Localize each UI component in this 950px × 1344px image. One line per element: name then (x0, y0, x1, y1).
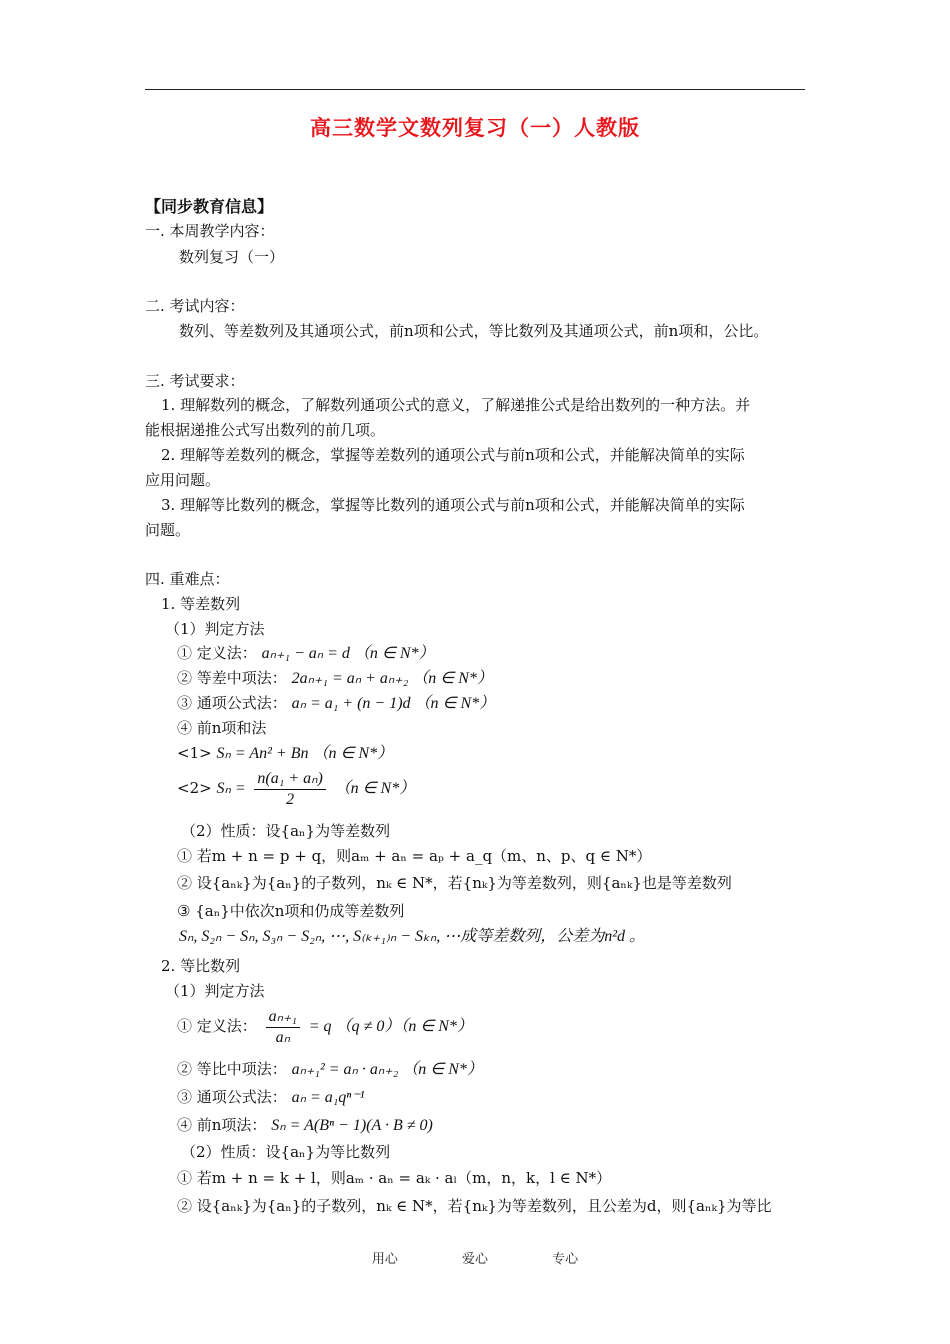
arith-method-1 (177, 642, 435, 665)
arith-method-2 (177, 667, 493, 690)
s3-item2b: 应用问题。 (145, 471, 221, 489)
footer-item-1: 用心 (371, 1252, 398, 1267)
geom-m1-label: ① 定义法： (177, 1017, 257, 1035)
arith-prop-1: ① 若m + n = p + q，则aₘ + aₙ = aₚ + a_q（m、n、p、q ∈ N*） (177, 847, 652, 865)
geom-m1-denominator: aₙ (275, 1028, 290, 1046)
geom-method-4 (177, 1114, 433, 1137)
s3-item1b: 能根据递推公式写出数列的前几项。 (145, 421, 386, 439)
s2-body: 数列、等差数列及其通项公式，前n项和公式，等比数列及其通项公式，前n项和，公比。 (179, 322, 769, 340)
arith-prop-3-formula: Sₙ, S₂ₙ − Sₙ, S₃ₙ − S₂ₙ, ⋯, S₍ₖ₊₁₎ₙ − Sₖₙ, ⋯成等差数列，公差为n²d 。 (179, 928, 645, 945)
arith-m2-formula: 2aₙ₊₁ = aₙ + aₙ₊₂ （n ∈ N*） (291, 670, 493, 687)
arith-m4b-fraction (254, 769, 325, 810)
arith-m3-formula: aₙ = a₁ + (n − 1)d （n ∈ N*） (291, 695, 496, 712)
geom-m2-label: ② 等比中项法： (177, 1060, 287, 1078)
s3-item3a: 3. 理解等比数列的概念，掌握等比数列的通项公式与前n项和公式，并能解决简单的实际 (161, 496, 745, 514)
geom-prop: （2）性质：设{aₙ}为等比数列 (181, 1143, 391, 1161)
s1-body: 数列复习（一） (179, 248, 285, 266)
geom-m2-formula: aₙ₊₁² = aₙ · aₙ₊₂ （n ∈ N*） (291, 1061, 483, 1078)
arith-m2-label: ② 等差中项法： (177, 669, 287, 687)
footer-item-2: 爱心 (461, 1252, 488, 1267)
footer-item-3: 专心 (552, 1252, 579, 1267)
geom-m1-rhs: = q （q ≠ 0）（n ∈ N*） (308, 1018, 473, 1035)
geom-m4-formula: Sₙ = A(Bⁿ − 1)(A · B ≠ 0) (271, 1117, 433, 1134)
arith-method-4b (177, 766, 415, 811)
arith-m4b-lhs: Sₙ = (216, 780, 246, 797)
arith-m4a-label: <1> (177, 744, 212, 762)
s3-heading: 三. 考试要求： (145, 372, 245, 390)
arith-m4b-numerator: n(a₁ + aₙ) (254, 769, 325, 790)
geom-m3-formula: aₙ = a₁qⁿ⁻¹ (291, 1089, 365, 1106)
arith-m3-label: ③ 通项公式法： (177, 694, 287, 712)
s1-heading: 一. 本周教学内容： (145, 222, 275, 240)
s2-heading: 二. 考试内容： (145, 297, 245, 315)
arith-method-3 (177, 692, 495, 715)
arith-prop-3: ③ {aₙ}中依次n项和仍成等差数列 (177, 902, 405, 920)
arith-judge: （1）判定方法 (165, 620, 265, 638)
s3-item1a: 1. 理解数列的概念，了解数列通项公式的意义，了解递推公式是给出数列的一种方法。并 (161, 396, 751, 414)
arith-prop-2: ② 设{aₙₖ}为{aₙ}的子数列，nₖ ∈ N*，若{nₖ}为等差数列，则{aₙₖ}也是等差数列 (177, 874, 732, 892)
s4-heading: 四. 重难点： (145, 570, 230, 588)
arith-m4b-denominator: 2 (286, 790, 295, 808)
geom-m4-label: ④ 前n项法： (177, 1116, 267, 1134)
geom-method-1 (177, 1004, 473, 1049)
geom-judge: （1）判定方法 (165, 982, 265, 1000)
arith-title: 1. 等差数列 (161, 595, 241, 613)
geom-prop-1: ① 若m + n = k + l，则aₘ · aₙ = aₖ · aₗ（m，n，k，l ∈ N*） (177, 1169, 612, 1187)
arith-m1-label: ① 定义法： (177, 644, 257, 662)
page-footer (0, 1248, 950, 1267)
geom-m1-numerator: aₙ₊₁ (266, 1007, 300, 1028)
s3-item2a: 2. 理解等差数列的概念，掌握等差数列的通项公式与前n项和公式，并能解决简单的实际 (161, 446, 745, 464)
geom-m3-label: ③ 通项公式法： (177, 1088, 287, 1106)
arith-m4b-label: <2> (177, 779, 212, 797)
arith-m4a-formula: Sₙ = An² + Bn （n ∈ N*） (216, 745, 394, 762)
arith-prop: （2）性质：设{aₙ}为等差数列 (181, 822, 391, 840)
s3-item3b: 问题。 (145, 521, 191, 539)
page-title: 高三数学文数列复习（一）人教版 (310, 116, 640, 140)
header-rule (145, 89, 805, 90)
arith-m1-formula: aₙ₊₁ − aₙ = d （n ∈ N*） (261, 645, 435, 662)
arith-m4b-cond: （n ∈ N*） (334, 780, 416, 797)
geom-prop-2: ② 设{aₙₖ}为{aₙ}的子数列，nₖ ∈ N*，若{nₖ}为等差数列，且公差为d，则{aₙₖ}为等比 (177, 1197, 772, 1215)
geom-method-2 (177, 1058, 483, 1081)
arith-method-4: ④ 前n项和法 (177, 719, 267, 737)
geom-m1-fraction (266, 1007, 300, 1048)
geom-title: 2. 等比数列 (161, 957, 241, 975)
geom-method-3 (177, 1086, 365, 1109)
section-heading: 【同步教育信息】 (145, 197, 274, 216)
arith-method-4a (177, 742, 393, 765)
